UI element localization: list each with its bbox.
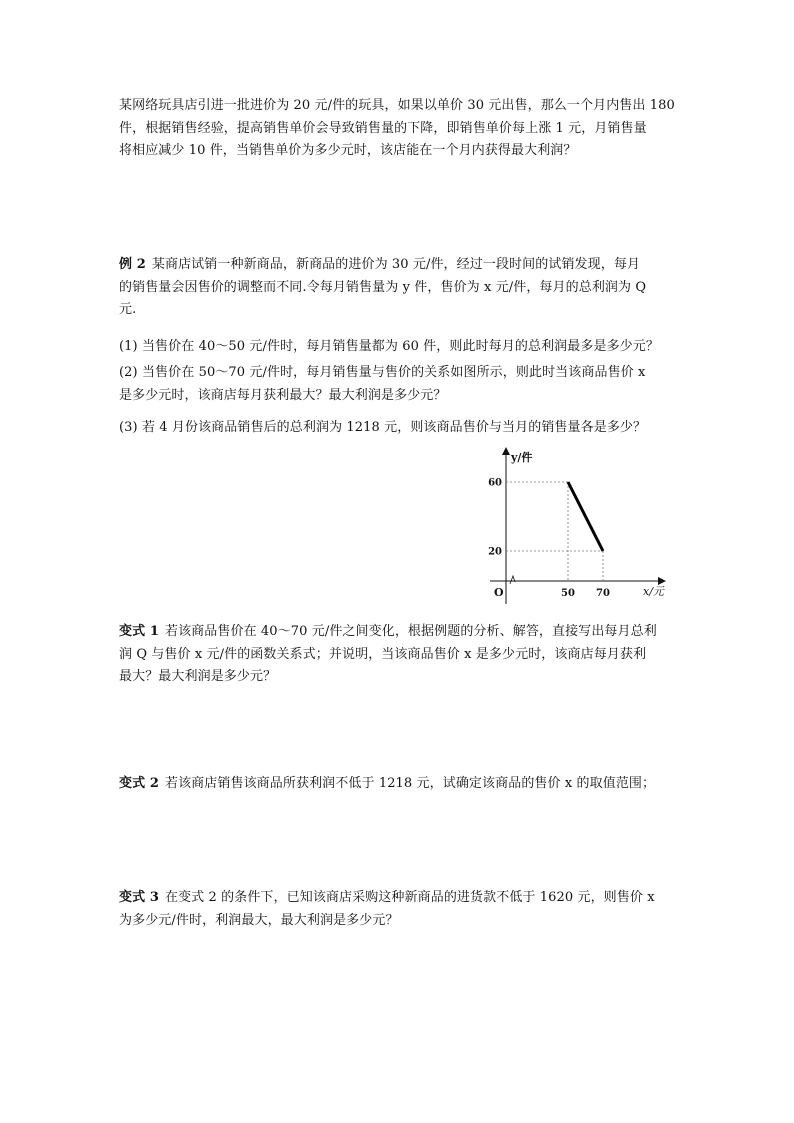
variant-2-label: 变式 2 (119, 776, 159, 791)
problem-intro-line-3: 将相应减少 10 件，当销售单价为多少元时，该店能在一个月内获得最大利润？ (119, 143, 577, 158)
chart-x-tick-50: 50 (561, 588, 575, 599)
example-2 (119, 254, 675, 322)
problem-intro-line-1: 某网络玩具店引进一批进价为 20 元/件的玩具，如果以单价 30 元出售，那么一个月内售出 180 (119, 98, 675, 113)
variant-3 (119, 887, 675, 932)
chart-axis-break (510, 576, 515, 584)
sales-chart-svg (478, 444, 674, 604)
variant-3-line-1 (119, 887, 675, 910)
example-2-line-1 (119, 254, 675, 277)
example-2-text-1: 某商店试销一种新商品，新商品的进价为 30 元/件，经过一段时间的试销发现，每月 (151, 257, 641, 272)
variant-2-text-1: 若该商店销售该商品所获利润不低于 1218 元，试确定该商品的售价 x 的取值范围； (164, 776, 656, 791)
example-2-question-2 (119, 362, 675, 407)
variant-1-line-3: 最大？最大利润是多少元？ (119, 669, 277, 684)
variant-2-line-1 (119, 773, 675, 796)
variant-1-text-1: 若该商品售价在 40～70 元/件之间变化，根据例题的分析、解答，直接写出每月总利 (164, 624, 657, 639)
example-2-question-2-line-2: 是多少元时，该商店每月获利最大？最大利润是多少元？ (119, 387, 447, 403)
chart-x-label: x/元 (643, 585, 664, 598)
example-2-line-2: 的销售量会因售价的调整而不同.令每月销售量为 y 件，售价为 x 元/件，每月的总利润为 Q (119, 279, 647, 295)
chart-origin-label: O (494, 586, 504, 599)
problem-intro-line-2: 件，根据销售经验，提高销售单价会导致销售量的下降，即销售单价每上涨 1 元，月销售量 (119, 120, 647, 136)
variant-1-line-2: 润 Q 与售价 x 元/件的函数关系式；并说明，当该商品售价 x 是多少元时，该商店每月获利 (119, 646, 647, 662)
variant-1-label: 变式 1 (119, 624, 159, 639)
variant-3-label: 变式 3 (119, 890, 159, 905)
example-2-question-2-line-1: (2) 当售价在 50～70 元/件时，每月销售量与售价的关系如图所示，则此时当该商品售价 x (119, 365, 646, 380)
problem-intro (119, 95, 675, 163)
chart-y-label: y/件 (511, 451, 533, 464)
example-2-question-1 (119, 336, 675, 359)
chart-y-tick-20: 20 (488, 546, 502, 558)
chart-x-tick-70: 70 (596, 588, 610, 599)
chart-y-tick-60: 60 (488, 477, 502, 489)
example-2-label: 例 2 (119, 257, 146, 272)
variant-2 (119, 773, 675, 796)
variant-1 (119, 621, 675, 689)
example-2-question-1-text: (1) 当售价在 40～50 元/件时，每月销售量都为 60 件，则此时每月的总利润最多是多少元？ (119, 339, 659, 354)
example-2-question-3 (119, 417, 675, 440)
variant-3-text-1: 在变式 2 的条件下，已知该商店采购这种新商品的进货款不低于 1620 元，则售价 x (164, 890, 655, 905)
example-2-question-3-text: (3) 若 4 月份该商品销售后的总利润为 1218 元，则该商品售价与当月的销售量各是多少？ (119, 420, 647, 435)
variant-1-line-1 (119, 621, 675, 644)
example-2-line-3: 元. (119, 302, 137, 317)
variant-3-line-2: 为多少元/件时，利润最大，最大利润是多少元？ (119, 912, 399, 928)
chart-data-line (568, 482, 603, 551)
sales-chart (478, 444, 674, 604)
